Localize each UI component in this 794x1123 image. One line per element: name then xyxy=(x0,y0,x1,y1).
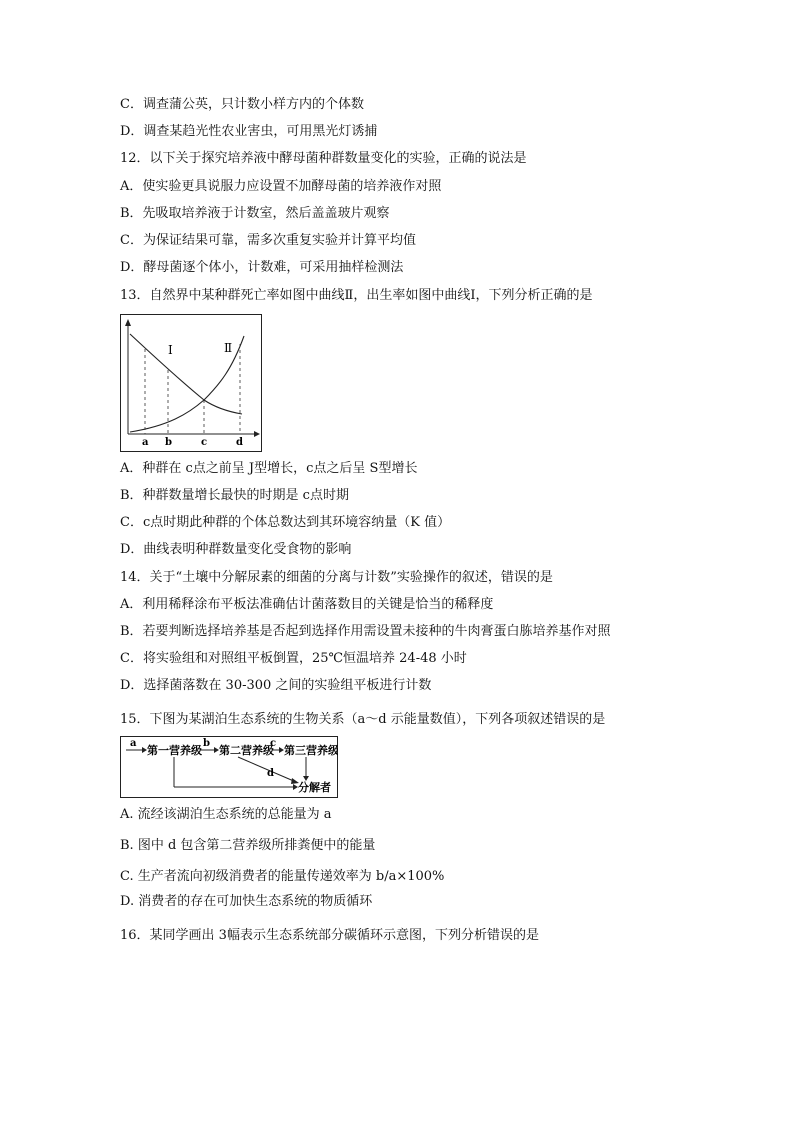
option-14b: B．若要判断选择培养基是否起到选择作用需设置未接种的牛肉膏蛋白胨培养基作对照 xyxy=(120,624,611,639)
curve-i-label: I xyxy=(168,343,173,357)
question-15: 15．下图为某湖泊生态系统的生物关系（a～d 示能量数值），下列各项叙述错误的是 xyxy=(120,712,606,727)
x-axis-arrow xyxy=(254,431,260,437)
option-13d: D．曲线表明种群数量变化受食物的影响 xyxy=(120,542,352,557)
question-14: 14．关于“土壤中分解尿素的细菌的分离与计数”实验操作的叙述，错误的是 xyxy=(120,570,553,585)
curve-ii-label: Ⅱ xyxy=(224,341,233,355)
option-15d: D. 消费者的存在可加快生态系统的物质循环 xyxy=(120,894,373,909)
x-label-a: a xyxy=(142,437,149,448)
option-11c: C．调查蒲公英，只计数小样方内的个体数 xyxy=(120,97,364,112)
label-a: a xyxy=(130,738,137,749)
x-label-c: c xyxy=(201,437,208,448)
birth-death-rate-graph xyxy=(120,314,262,452)
level-1: 第一营养级 xyxy=(147,744,202,757)
option-11d: D．调查某趋光性农业害虫，可用黑光灯诱捕 xyxy=(120,124,378,139)
level-3: 第三营养级 xyxy=(284,744,338,757)
option-14c: C．将实验组和对照组平板倒置，25℃恒温培养 24-48 小时 xyxy=(120,651,467,666)
option-13c: C．c点时期此种群的个体总数达到其环境容纳量（K 值） xyxy=(120,515,451,530)
option-12d: D．酵母菌逐个体小，计数难，可采用抽样检测法 xyxy=(120,260,404,275)
decomposer: 分解者 xyxy=(298,781,331,794)
option-13b: B．种群数量增长最快的时期是 c点时期 xyxy=(120,488,349,503)
question-13: 13．自然界中某种群死亡率如图中曲线Ⅱ，出生率如图中曲线Ⅰ，下列分析正确的是 xyxy=(120,288,593,303)
option-12c: C．为保证结果可靠，需多次重复实验并计算平均值 xyxy=(120,233,416,248)
option-15c: C. 生产者流向初级消费者的能量传递效率为 b/a×100% xyxy=(120,869,445,884)
option-12b: B．先吸取培养液于计数室，然后盖盖玻片观察 xyxy=(120,206,390,221)
option-12a: A．使实验更具说服力应设置不加酵母菌的培养液作对照 xyxy=(120,179,442,194)
option-15a: A. 流经该湖泊生态系统的总能量为 a xyxy=(120,807,332,822)
question-16: 16．某同学画出 3幅表示生态系统部分碳循环示意图，下列分析错误的是 xyxy=(120,928,539,943)
x-label-d: d xyxy=(236,437,243,448)
x-label-b: b xyxy=(165,437,172,448)
option-14a: A．利用稀释涂布平板法准确估计菌落数目的关键是恰当的稀释度 xyxy=(120,597,494,612)
level-2: 第二营养级 xyxy=(219,744,274,757)
label-d: d xyxy=(267,768,274,779)
option-13a: A．种群在 c点之前呈 J型增长，c点之后呈 S型增长 xyxy=(120,461,418,476)
label-c: c xyxy=(270,738,277,749)
y-axis-arrow xyxy=(125,319,131,326)
question-12: 12．以下关于探究培养液中酵母菌种群数量变化的实验，正确的说法是 xyxy=(120,151,527,166)
option-15b: B. 图中 d 包含第二营养级所排粪便中的能量 xyxy=(120,838,376,853)
energy-flow-diagram xyxy=(120,736,338,798)
label-b: b xyxy=(203,738,210,749)
option-14d: D．选择菌落数在 30-300 之间的实验组平板进行计数 xyxy=(120,678,432,693)
